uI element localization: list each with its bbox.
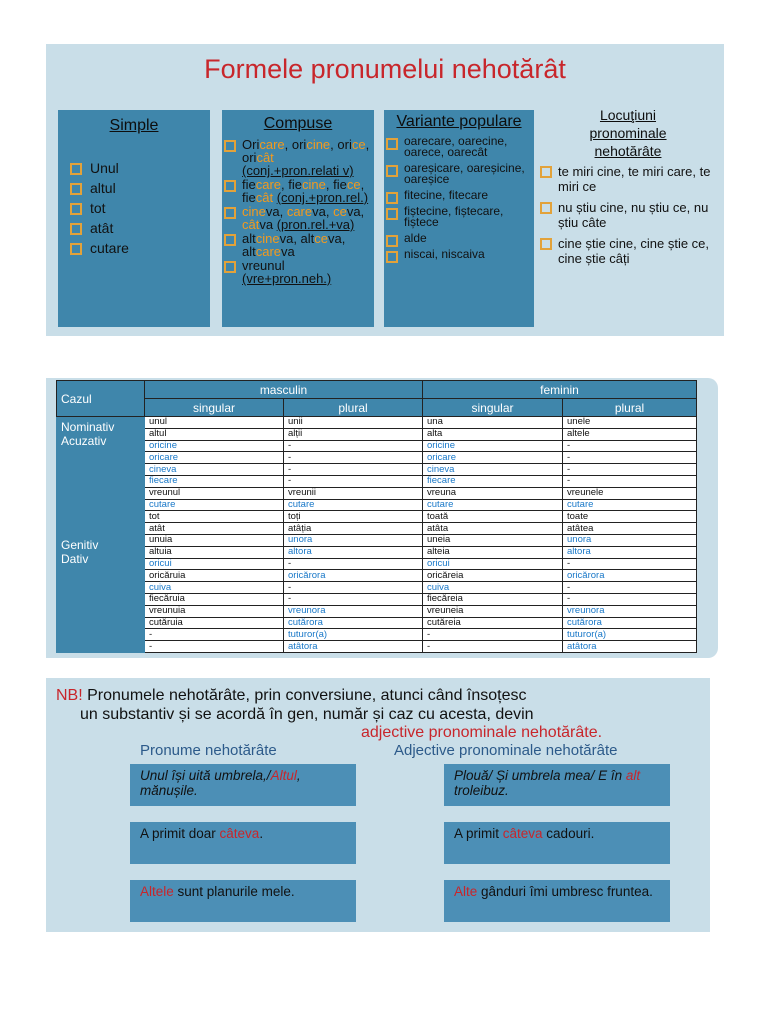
nb-line3: adjective pronominale nehotărâte.	[361, 724, 603, 741]
table-cell: atât	[145, 523, 284, 535]
table-cell: cutărora	[284, 617, 423, 629]
table-cell: -	[284, 593, 423, 605]
example-text: Plouă/ Și umbrela mea/ E în	[454, 768, 626, 783]
table-row	[57, 629, 697, 641]
header-feminin: feminin	[423, 381, 697, 399]
table-cell: vreunul	[145, 487, 284, 499]
table-cell: -	[284, 440, 423, 452]
example-pronoun-box	[130, 822, 356, 864]
table-cell: unora	[284, 534, 423, 546]
table-cell: atâtora	[563, 641, 697, 653]
table-row	[57, 582, 697, 594]
table-row	[57, 428, 697, 440]
highlight-word: Alte	[454, 884, 478, 899]
nb-line2: un substantiv și se acordă în gen, număr și caz cu acesta, devin	[80, 706, 534, 723]
example-text: A primit doar	[140, 826, 220, 841]
table-cell: altora	[563, 546, 697, 558]
list-item	[70, 218, 210, 238]
table-cell: cuiva	[423, 582, 563, 594]
example-text: A primit	[454, 826, 503, 841]
table-row	[57, 617, 697, 629]
checkbox-bullet-icon	[224, 234, 236, 246]
case-label: Dativ	[61, 551, 89, 566]
list-item-text: alde	[404, 231, 427, 245]
table-cell: unii	[284, 417, 423, 429]
list-item	[384, 206, 534, 228]
variante-heading: Variante populare	[396, 113, 522, 130]
table-row	[57, 641, 697, 653]
table-cell: cutăruia	[145, 617, 284, 629]
checkbox-bullet-icon	[386, 138, 398, 150]
checkbox-bullet-icon	[540, 238, 552, 250]
word-part: care	[259, 137, 285, 152]
table-cell: altora	[284, 546, 423, 558]
table-row	[57, 499, 697, 511]
table-cell: vreunora	[284, 605, 423, 617]
table-cell: toate	[563, 511, 697, 523]
list-item	[222, 205, 370, 231]
word-part: cine	[242, 204, 266, 219]
word-part: , fie	[242, 177, 365, 205]
table-cell: -	[563, 475, 697, 487]
forms-panel	[46, 44, 724, 336]
list-item	[540, 164, 716, 194]
table-cell: oricare	[145, 452, 284, 464]
list-item-text: altul	[90, 180, 116, 196]
list-item	[384, 163, 534, 185]
word-part: va, alt	[242, 231, 346, 259]
table-cell: oricui	[423, 558, 563, 570]
highlight-word: Altul	[270, 768, 297, 783]
table-cell: oricare	[423, 452, 563, 464]
locutiuni-list	[540, 164, 716, 266]
checkbox-bullet-icon	[224, 180, 236, 192]
checkbox-bullet-icon	[70, 203, 82, 215]
highlight-word: alt	[625, 768, 641, 783]
table-cell: cutare	[563, 499, 697, 511]
list-item-text: fitecine, fitecare	[404, 188, 489, 202]
table-cell: atâția	[284, 523, 423, 535]
table-row	[57, 475, 697, 487]
list-item	[540, 200, 716, 230]
checkbox-bullet-icon	[224, 261, 236, 273]
declension-panel	[46, 378, 718, 658]
table-cell: altuia	[145, 546, 284, 558]
table-cell: -	[145, 629, 284, 641]
header-masculin: masculin	[145, 381, 423, 399]
compuse-heading: Compuse	[263, 115, 333, 132]
table-cell: atâtora	[284, 641, 423, 653]
list-item-text: oareșicare, oareșicine, oareșice	[404, 161, 525, 186]
checkbox-bullet-icon	[386, 208, 398, 220]
list-item	[222, 232, 370, 258]
case-label: Acuzativ	[61, 434, 107, 448]
table-cell: -	[563, 593, 697, 605]
case-label: Genitiv	[61, 537, 99, 552]
word-part: alt	[242, 231, 256, 246]
list-item-text: tot	[90, 200, 106, 216]
list-item-text: oarecare, oarecine, oarece, oarecât	[404, 134, 508, 159]
table-cell: -	[284, 558, 423, 570]
word-part: cât	[242, 217, 260, 232]
checkbox-bullet-icon	[540, 202, 552, 214]
table-cell: -	[423, 641, 563, 653]
table-row	[57, 534, 697, 546]
word-part: va	[281, 244, 295, 259]
table-cell: vreunuia	[145, 605, 284, 617]
nb-line1	[56, 686, 527, 705]
table-cell: cineva	[423, 464, 563, 476]
table-cell: -	[563, 452, 697, 464]
table-cell: tot	[145, 511, 284, 523]
table-cell: -	[284, 475, 423, 487]
checkbox-bullet-icon	[70, 163, 82, 175]
table-cell: fiecare	[423, 475, 563, 487]
list-item	[70, 198, 210, 218]
list-item	[70, 238, 210, 258]
locutiuni-column	[540, 106, 716, 323]
case-label: Nominativ	[61, 420, 115, 434]
word-part: ce	[314, 231, 329, 246]
table-cell: cutare	[423, 499, 563, 511]
word-part: vreunul	[242, 258, 285, 273]
header-fem-plural: plural	[563, 399, 697, 417]
table-cell: cutare	[145, 499, 284, 511]
word-part: , ori	[330, 137, 352, 152]
word-part: cine	[255, 231, 280, 246]
variante-column	[384, 110, 534, 327]
table-cell: oricăreia	[423, 570, 563, 582]
table-cell: -	[284, 464, 423, 476]
table-row	[57, 487, 697, 499]
table-cell: cineva	[145, 464, 284, 476]
checkbox-bullet-icon	[386, 165, 398, 177]
table-cell: vreuna	[423, 487, 563, 499]
table-cell: alții	[284, 428, 423, 440]
table-row	[57, 593, 697, 605]
checkbox-bullet-icon	[540, 166, 552, 178]
compuse-list	[222, 138, 374, 285]
word-part: , ori	[242, 137, 370, 165]
table-cell: oricărora	[284, 570, 423, 582]
list-item	[384, 190, 534, 201]
example-text: troleibuz.	[454, 783, 509, 798]
list-item	[70, 178, 210, 198]
formation-note: (vre+pron.neh.)	[242, 271, 332, 286]
example-adjective-box	[444, 880, 670, 922]
header-fem-singular: singular	[423, 399, 563, 417]
list-item	[222, 178, 370, 204]
table-cell: toată	[423, 511, 563, 523]
nb-text1: Pronumele nehotărâte, prin conversiune, atunci când însoțesc	[82, 687, 527, 704]
table-cell: oricine	[423, 440, 563, 452]
example-pronoun-box	[130, 880, 356, 922]
list-item-text: Unul	[90, 160, 119, 176]
table-row	[57, 511, 697, 523]
table-cell: -	[563, 558, 697, 570]
checkbox-bullet-icon	[70, 243, 82, 255]
header-masc-singular: singular	[145, 399, 284, 417]
table-cell: cutăreia	[423, 617, 563, 629]
list-item	[540, 236, 716, 266]
highlight-word: Altele	[140, 884, 174, 899]
table-row	[57, 464, 697, 476]
list-item-text: fiștecine, fiștecare, fiștece	[404, 204, 504, 229]
list-item-text: te miri cine, te miri care, te miri ce	[558, 164, 711, 194]
case-nominativ-acuzativ	[57, 417, 145, 535]
list-item-text: niscai, niscaiva	[404, 247, 485, 261]
example-adjective-box	[444, 822, 670, 864]
declension-table	[56, 380, 697, 653]
word-part: va, alt	[279, 231, 315, 246]
checkbox-bullet-icon	[70, 183, 82, 195]
simple-heading: Simple	[109, 117, 159, 134]
list-item	[222, 259, 370, 285]
table-row	[57, 523, 697, 535]
table-cell: atâta	[423, 523, 563, 535]
word-part: ce	[333, 204, 347, 219]
example-pronoun-box	[130, 764, 356, 806]
formation-note: (pron.rel.+va)	[276, 217, 355, 232]
locutiuni-heading	[540, 106, 716, 160]
checkbox-bullet-icon	[386, 251, 398, 263]
checkbox-bullet-icon	[386, 192, 398, 204]
word-part: va	[259, 217, 277, 232]
table-cell: fiecăruia	[145, 593, 284, 605]
checkbox-bullet-icon	[70, 223, 82, 235]
col-right-heading: Adjective pronominale nehotărâte	[394, 742, 618, 759]
example-text: , mănușile.	[140, 768, 301, 798]
page-title: Formele pronumelui nehotărât	[204, 54, 566, 84]
word-part: cine	[302, 177, 326, 192]
table-cell: alteia	[423, 546, 563, 558]
col-left-heading: Pronume nehotărâte	[140, 742, 277, 759]
table-cell: oricăruia	[145, 570, 284, 582]
table-cell: unul	[145, 417, 284, 429]
word-part: cât	[256, 150, 274, 165]
word-part: va,	[346, 204, 365, 219]
table-row	[57, 558, 697, 570]
simple-column	[58, 110, 210, 327]
table-row	[57, 605, 697, 617]
word-part: ce	[351, 137, 366, 152]
word-part: care	[255, 244, 282, 259]
highlight-word: câteva	[219, 826, 260, 841]
table-cell: atâtea	[563, 523, 697, 535]
checkbox-bullet-icon	[386, 235, 398, 247]
table-cell: vreunii	[284, 487, 423, 499]
table-cell: unele	[563, 417, 697, 429]
word-part: , fie	[325, 177, 347, 192]
table-cell: fiecăreia	[423, 593, 563, 605]
list-item-text: cine știe cine, cine știe ce, cine știe câți	[558, 236, 710, 266]
variante-list	[384, 136, 534, 260]
table-cell: oricărora	[563, 570, 697, 582]
formation-note: (conj.+pron.relati v)	[242, 163, 354, 178]
table-cell: -	[284, 452, 423, 464]
note-panel	[46, 678, 710, 932]
table-cell: tuturor(a)	[563, 629, 697, 641]
example-text: .	[259, 826, 264, 841]
locutiuni-heading-line3: nehotărâte	[594, 143, 662, 159]
formation-note: (conj.+pron.rel.)	[276, 190, 369, 205]
table-row	[57, 440, 697, 452]
header-masc-plural: plural	[284, 399, 423, 417]
table-cell: cutărora	[563, 617, 697, 629]
table-cell: vreuneia	[423, 605, 563, 617]
table-cell: -	[284, 582, 423, 594]
locutiuni-heading-line2: pronominale	[589, 125, 667, 141]
table-cell: una	[423, 417, 563, 429]
example-text: Unul își uită umbrela,/	[140, 768, 271, 783]
table-cell: vreunora	[563, 605, 697, 617]
word-part: cât	[255, 190, 274, 205]
example-text: sunt planurile mele.	[173, 884, 295, 899]
table-row	[57, 417, 697, 429]
checkbox-bullet-icon	[224, 140, 236, 152]
example-adjective-box	[444, 764, 670, 806]
word-part: care	[286, 204, 313, 219]
table-cell: unora	[563, 534, 697, 546]
table-cell: altele	[563, 428, 697, 440]
list-item-text: nu știu cine, nu știu ce, nu știu câte	[558, 200, 709, 230]
nb-label: NB!	[56, 687, 83, 704]
highlight-word: câteva	[502, 826, 543, 841]
list-item-text: atât	[90, 220, 114, 236]
list-item-text: cutare	[90, 240, 129, 256]
locutiuni-heading-line1: Locuţiuni	[599, 107, 657, 123]
checkbox-bullet-icon	[224, 207, 236, 219]
table-cell: uneia	[423, 534, 563, 546]
table-cell: -	[563, 464, 697, 476]
table-cell: -	[563, 440, 697, 452]
case-genitiv-dativ	[57, 534, 145, 652]
word-part: va,	[312, 204, 334, 219]
table-cell: -	[563, 582, 697, 594]
simple-list	[58, 158, 210, 258]
example-text: gânduri îmi umbresc fruntea.	[477, 884, 653, 899]
table-cell: cuiva	[145, 582, 284, 594]
list-item	[384, 233, 534, 244]
table-row	[57, 452, 697, 464]
table-cell: cutare	[284, 499, 423, 511]
word-part: va,	[265, 204, 287, 219]
word-part: ce	[346, 177, 361, 192]
compuse-column	[222, 110, 374, 327]
table-cell: oricine	[145, 440, 284, 452]
table-cell: tuturor(a)	[284, 629, 423, 641]
list-item	[222, 138, 370, 177]
table-cell: toți	[284, 511, 423, 523]
list-item	[384, 249, 534, 260]
table-cell: -	[423, 629, 563, 641]
list-item	[70, 158, 210, 178]
table-cell: fiecare	[145, 475, 284, 487]
table-cell: vreunele	[563, 487, 697, 499]
table-cell: oricui	[145, 558, 284, 570]
list-item	[384, 136, 534, 158]
table-cell: alta	[423, 428, 563, 440]
header-case: Cazul	[57, 381, 145, 417]
word-part: cine	[306, 137, 331, 152]
word-part: fie	[242, 177, 256, 192]
table-row	[57, 570, 697, 582]
word-part: , fie	[281, 177, 302, 192]
table-cell: -	[145, 641, 284, 653]
word-part: care	[255, 177, 282, 192]
word-part: Ori	[242, 137, 260, 152]
table-row	[57, 546, 697, 558]
table-cell: unuia	[145, 534, 284, 546]
table-cell: altul	[145, 428, 284, 440]
example-text: cadouri.	[542, 826, 595, 841]
word-part: , ori	[284, 137, 307, 152]
